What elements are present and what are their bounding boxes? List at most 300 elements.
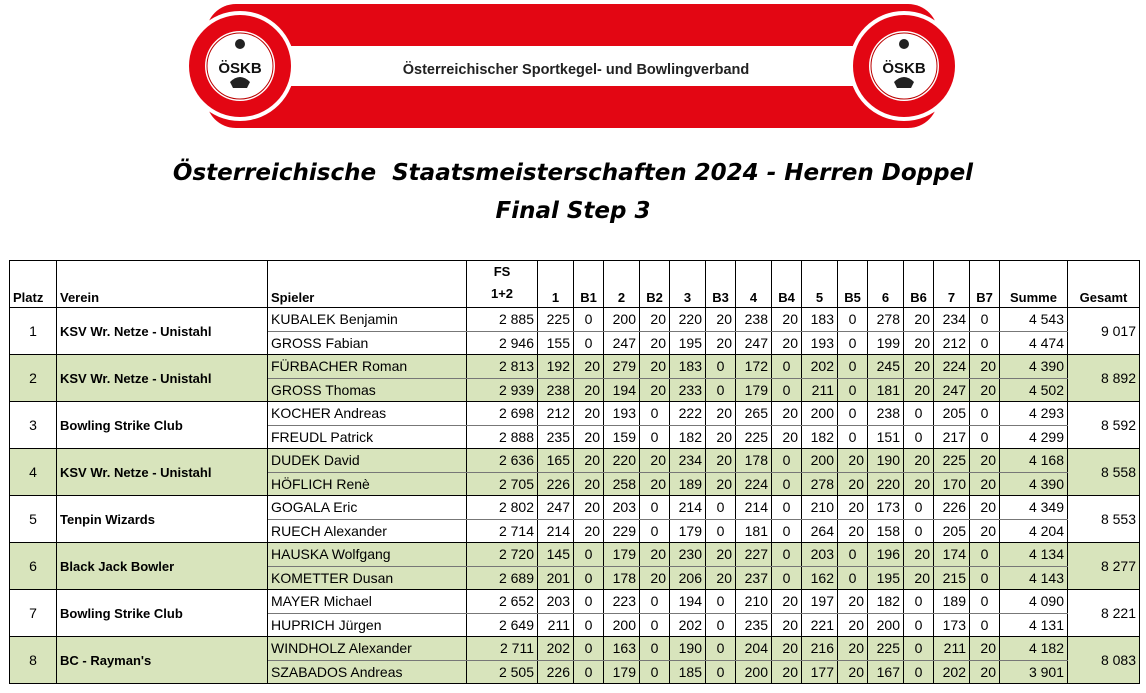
game-cell-g6: 278 <box>868 308 904 332</box>
bonus-cell-b4: 20 <box>772 660 802 684</box>
bonus-cell-b6: 20 <box>904 308 934 332</box>
gesamt-cell: 8 558 <box>1068 449 1140 496</box>
bonus-cell-b6: 20 <box>904 331 934 355</box>
game-cell-g2: 279 <box>604 355 640 379</box>
bonus-cell-b5: 0 <box>838 402 868 426</box>
bonus-cell-b1: 0 <box>574 331 604 355</box>
table-row <box>10 308 1140 332</box>
col-header-b1: B1 <box>574 261 604 308</box>
game-cell-g7: 225 <box>934 449 970 473</box>
game-cell-g4: 178 <box>736 449 772 473</box>
game-cell-g5: 202 <box>802 355 838 379</box>
fs-cell: 2 652 <box>467 590 538 614</box>
game-cell-g4: 247 <box>736 331 772 355</box>
summe-cell: 4 502 <box>1000 378 1068 402</box>
bonus-cell-b2: 20 <box>640 449 670 473</box>
bonus-cell-b3: 20 <box>706 402 736 426</box>
game-cell-g1: 192 <box>538 355 574 379</box>
player-name-cell: FÜRBACHER Roman <box>268 355 467 379</box>
bonus-cell-b4: 0 <box>772 378 802 402</box>
bonus-cell-b4: 0 <box>772 496 802 520</box>
col-header-b3: B3 <box>706 261 736 308</box>
bonus-cell-b7: 20 <box>970 355 1000 379</box>
game-cell-g3: 182 <box>670 425 706 449</box>
game-cell-g7: 170 <box>934 472 970 496</box>
game-cell-g2: 163 <box>604 637 640 661</box>
bonus-cell-b1: 20 <box>574 402 604 426</box>
bonus-cell-b5: 20 <box>838 590 868 614</box>
bonus-cell-b7: 20 <box>970 519 1000 543</box>
game-cell-g1: 226 <box>538 472 574 496</box>
bonus-cell-b7: 20 <box>970 496 1000 520</box>
col-header-b6: B6 <box>904 261 934 308</box>
club-cell: BC - Rayman's <box>57 637 268 684</box>
bonus-cell-b1: 0 <box>574 613 604 637</box>
bonus-cell-b2: 20 <box>640 308 670 332</box>
bonus-cell-b2: 20 <box>640 378 670 402</box>
table-row <box>10 496 1140 520</box>
player-name-cell: RUECH Alexander <box>268 519 467 543</box>
bonus-cell-b1: 20 <box>574 449 604 473</box>
bonus-cell-b3: 0 <box>706 355 736 379</box>
game-cell-g7: 226 <box>934 496 970 520</box>
fs-cell: 2 698 <box>467 402 538 426</box>
col-header-g6: 6 <box>868 261 904 308</box>
col-header-b7: B7 <box>970 261 1000 308</box>
fs-cell: 2 802 <box>467 496 538 520</box>
game-cell-g4: 214 <box>736 496 772 520</box>
bonus-cell-b3: 20 <box>706 331 736 355</box>
game-cell-g7: 174 <box>934 543 970 567</box>
bonus-cell-b4: 20 <box>772 637 802 661</box>
game-cell-g1: 165 <box>538 449 574 473</box>
table-row <box>10 543 1140 567</box>
game-cell-g4: 265 <box>736 402 772 426</box>
page-title: Österreichische Staatsmeisterschaften 2024 - Herren Doppel <box>172 160 974 186</box>
bonus-cell-b7: 0 <box>970 308 1000 332</box>
game-cell-g3: 222 <box>670 402 706 426</box>
bonus-cell-b4: 0 <box>772 472 802 496</box>
game-cell-g4: 204 <box>736 637 772 661</box>
game-cell-g6: 151 <box>868 425 904 449</box>
summe-cell: 4 390 <box>1000 472 1068 496</box>
game-cell-g7: 202 <box>934 660 970 684</box>
col-header-b5: B5 <box>838 261 868 308</box>
rank-cell: 2 <box>10 355 57 402</box>
player-name-cell: GROSS Fabian <box>268 331 467 355</box>
bonus-cell-b1: 20 <box>574 472 604 496</box>
game-cell-g3: 220 <box>670 308 706 332</box>
club-cell: Tenpin Wizards <box>57 496 268 543</box>
bonus-cell-b1: 20 <box>574 425 604 449</box>
game-cell-g2: 179 <box>604 660 640 684</box>
results-body <box>10 308 1140 684</box>
oeskb-logo-text-left: ÖSKB <box>218 60 262 77</box>
game-cell-g4: 225 <box>736 425 772 449</box>
bonus-cell-b4: 0 <box>772 355 802 379</box>
col-header-g4: 4 <box>736 261 772 308</box>
bonus-cell-b7: 0 <box>970 331 1000 355</box>
game-cell-g6: 225 <box>868 637 904 661</box>
player-name-cell: GOGALA Eric <box>268 496 467 520</box>
bonus-cell-b4: 0 <box>772 449 802 473</box>
header-row <box>10 261 1140 308</box>
game-cell-g5: 203 <box>802 543 838 567</box>
game-cell-g2: 178 <box>604 566 640 590</box>
summe-cell: 4 143 <box>1000 566 1068 590</box>
game-cell-g1: 203 <box>538 590 574 614</box>
oeskb-logo-left <box>184 10 296 122</box>
summe-cell: 4 182 <box>1000 637 1068 661</box>
bonus-cell-b3: 0 <box>706 496 736 520</box>
bonus-cell-b1: 0 <box>574 637 604 661</box>
rank-cell: 8 <box>10 637 57 684</box>
bonus-cell-b6: 0 <box>904 425 934 449</box>
bonus-cell-b5: 0 <box>838 308 868 332</box>
bonus-cell-b3: 20 <box>706 543 736 567</box>
bonus-cell-b6: 20 <box>904 472 934 496</box>
bonus-cell-b7: 20 <box>970 660 1000 684</box>
player-name-cell: HUPRICH Jürgen <box>268 613 467 637</box>
col-header-platz: Platz <box>10 261 57 308</box>
bonus-cell-b3: 20 <box>706 449 736 473</box>
bonus-cell-b1: 0 <box>574 308 604 332</box>
bonus-cell-b6: 20 <box>904 566 934 590</box>
game-cell-g3: 190 <box>670 637 706 661</box>
bonus-cell-b5: 20 <box>838 660 868 684</box>
game-cell-g5: 264 <box>802 519 838 543</box>
bonus-cell-b7: 20 <box>970 637 1000 661</box>
bonus-cell-b5: 0 <box>838 331 868 355</box>
bonus-cell-b4: 20 <box>772 331 802 355</box>
game-cell-g3: 233 <box>670 378 706 402</box>
game-cell-g4: 172 <box>736 355 772 379</box>
results-table <box>9 260 1140 684</box>
game-cell-g2: 220 <box>604 449 640 473</box>
col-header-g1: 1 <box>538 261 574 308</box>
bonus-cell-b7: 0 <box>970 613 1000 637</box>
game-cell-g6: 158 <box>868 519 904 543</box>
col-header-fs <box>467 261 538 308</box>
game-cell-g2: 200 <box>604 308 640 332</box>
col-header-g5: 5 <box>802 261 838 308</box>
bonus-cell-b6: 20 <box>904 449 934 473</box>
federation-banner <box>178 4 966 128</box>
game-cell-g5: 216 <box>802 637 838 661</box>
player-name-cell: KOCHER Andreas <box>268 402 467 426</box>
game-cell-g7: 189 <box>934 590 970 614</box>
game-cell-g6: 195 <box>868 566 904 590</box>
game-cell-g1: 235 <box>538 425 574 449</box>
game-cell-g2: 247 <box>604 331 640 355</box>
game-cell-g5: 211 <box>802 378 838 402</box>
col-header-verein: Verein <box>57 261 268 308</box>
game-cell-g7: 247 <box>934 378 970 402</box>
bonus-cell-b1: 0 <box>574 566 604 590</box>
bonus-cell-b6: 20 <box>904 543 934 567</box>
game-cell-g7: 224 <box>934 355 970 379</box>
game-cell-g3: 234 <box>670 449 706 473</box>
game-cell-g5: 200 <box>802 449 838 473</box>
game-cell-g1: 212 <box>538 402 574 426</box>
fs-cell: 2 714 <box>467 519 538 543</box>
game-cell-g4: 181 <box>736 519 772 543</box>
game-cell-g1: 155 <box>538 331 574 355</box>
game-cell-g4: 200 <box>736 660 772 684</box>
game-cell-g6: 199 <box>868 331 904 355</box>
bonus-cell-b2: 20 <box>640 331 670 355</box>
fs-cell: 2 505 <box>467 660 538 684</box>
player-name-cell: DUDEK David <box>268 449 467 473</box>
col-header-summe: Summe <box>1000 261 1068 308</box>
player-name-cell: WINDHOLZ Alexander <box>268 637 467 661</box>
bonus-cell-b3: 0 <box>706 378 736 402</box>
bonus-cell-b2: 20 <box>640 566 670 590</box>
game-cell-g5: 162 <box>802 566 838 590</box>
bonus-cell-b7: 20 <box>970 449 1000 473</box>
game-cell-g6: 220 <box>868 472 904 496</box>
bonus-cell-b7: 0 <box>970 590 1000 614</box>
gesamt-cell: 8 083 <box>1068 637 1140 684</box>
game-cell-g5: 182 <box>802 425 838 449</box>
game-cell-g3: 179 <box>670 519 706 543</box>
game-cell-g4: 210 <box>736 590 772 614</box>
game-cell-g2: 179 <box>604 543 640 567</box>
game-cell-g2: 193 <box>604 402 640 426</box>
bonus-cell-b2: 0 <box>640 660 670 684</box>
federation-name: Österreichischer Sportkegel- und Bowlingverband <box>402 62 750 78</box>
bonus-cell-b7: 0 <box>970 566 1000 590</box>
bonus-cell-b1: 20 <box>574 496 604 520</box>
bonus-cell-b5: 0 <box>838 543 868 567</box>
bonus-cell-b7: 0 <box>970 543 1000 567</box>
bonus-cell-b5: 0 <box>838 425 868 449</box>
player-name-cell: KUBALEK Benjamin <box>268 308 467 332</box>
rank-cell: 4 <box>10 449 57 496</box>
bonus-cell-b3: 20 <box>706 425 736 449</box>
bonus-cell-b3: 0 <box>706 637 736 661</box>
game-cell-g4: 237 <box>736 566 772 590</box>
col-header-b2: B2 <box>640 261 670 308</box>
summe-cell: 3 901 <box>1000 660 1068 684</box>
game-cell-g5: 177 <box>802 660 838 684</box>
summe-cell: 4 474 <box>1000 331 1068 355</box>
bonus-cell-b5: 20 <box>838 613 868 637</box>
gesamt-cell: 8 592 <box>1068 402 1140 449</box>
bonus-cell-b1: 20 <box>574 519 604 543</box>
bonus-cell-b2: 20 <box>640 543 670 567</box>
bonus-cell-b3: 0 <box>706 519 736 543</box>
game-cell-g1: 238 <box>538 378 574 402</box>
bonus-cell-b2: 20 <box>640 472 670 496</box>
game-cell-g3: 195 <box>670 331 706 355</box>
game-cell-g5: 200 <box>802 402 838 426</box>
game-cell-g6: 200 <box>868 613 904 637</box>
table-row <box>10 449 1140 473</box>
game-cell-g5: 183 <box>802 308 838 332</box>
game-cell-g7: 211 <box>934 637 970 661</box>
rank-cell: 6 <box>10 543 57 590</box>
summe-cell: 4 349 <box>1000 496 1068 520</box>
game-cell-g3: 202 <box>670 613 706 637</box>
game-cell-g7: 217 <box>934 425 970 449</box>
game-cell-g5: 210 <box>802 496 838 520</box>
summe-cell: 4 090 <box>1000 590 1068 614</box>
gesamt-cell: 8 277 <box>1068 543 1140 590</box>
summe-cell: 4 390 <box>1000 355 1068 379</box>
game-cell-g2: 159 <box>604 425 640 449</box>
rank-cell: 1 <box>10 308 57 355</box>
bonus-cell-b6: 0 <box>904 519 934 543</box>
bonus-cell-b4: 20 <box>772 425 802 449</box>
bonus-cell-b4: 0 <box>772 566 802 590</box>
bonus-cell-b2: 0 <box>640 519 670 543</box>
game-cell-g7: 173 <box>934 613 970 637</box>
game-cell-g4: 179 <box>736 378 772 402</box>
summe-cell: 4 168 <box>1000 449 1068 473</box>
game-cell-g1: 214 <box>538 519 574 543</box>
bonus-cell-b4: 20 <box>772 308 802 332</box>
bonus-cell-b5: 20 <box>838 496 868 520</box>
bonus-cell-b5: 20 <box>838 449 868 473</box>
bonus-cell-b1: 0 <box>574 660 604 684</box>
club-cell: KSV Wr. Netze - Unistahl <box>57 355 268 402</box>
gesamt-cell: 8 892 <box>1068 355 1140 402</box>
game-cell-g6: 182 <box>868 590 904 614</box>
game-cell-g1: 202 <box>538 637 574 661</box>
game-cell-g6: 181 <box>868 378 904 402</box>
bonus-cell-b1: 20 <box>574 355 604 379</box>
game-cell-g6: 173 <box>868 496 904 520</box>
bonus-cell-b3: 20 <box>706 308 736 332</box>
game-cell-g1: 211 <box>538 613 574 637</box>
col-header-g2: 2 <box>604 261 640 308</box>
club-cell: Bowling Strike Club <box>57 402 268 449</box>
game-cell-g3: 189 <box>670 472 706 496</box>
bonus-cell-b6: 0 <box>904 613 934 637</box>
game-cell-g5: 221 <box>802 613 838 637</box>
fs-cell: 2 946 <box>467 331 538 355</box>
bonus-cell-b5: 20 <box>838 519 868 543</box>
bonus-cell-b7: 20 <box>970 378 1000 402</box>
bonus-cell-b2: 0 <box>640 496 670 520</box>
game-cell-g5: 197 <box>802 590 838 614</box>
bonus-cell-b6: 0 <box>904 496 934 520</box>
game-cell-g1: 145 <box>538 543 574 567</box>
bonus-cell-b1: 20 <box>574 378 604 402</box>
bonus-cell-b1: 0 <box>574 590 604 614</box>
gesamt-cell: 8 221 <box>1068 590 1140 637</box>
game-cell-g5: 278 <box>802 472 838 496</box>
player-name-cell: GROSS Thomas <box>268 378 467 402</box>
bonus-cell-b6: 0 <box>904 660 934 684</box>
game-cell-g1: 247 <box>538 496 574 520</box>
game-cell-g3: 214 <box>670 496 706 520</box>
player-name-cell: HÖFLICH Renè <box>268 472 467 496</box>
fs-cell: 2 689 <box>467 566 538 590</box>
fs-cell: 2 939 <box>467 378 538 402</box>
oeskb-logo-text-right: ÖSKB <box>882 60 926 77</box>
bonus-cell-b2: 0 <box>640 590 670 614</box>
fs-cell: 2 711 <box>467 637 538 661</box>
table-row <box>10 402 1140 426</box>
bonus-cell-b6: 20 <box>904 378 934 402</box>
fs-cell: 2 636 <box>467 449 538 473</box>
bonus-cell-b5: 0 <box>838 378 868 402</box>
game-cell-g4: 224 <box>736 472 772 496</box>
bonus-cell-b4: 20 <box>772 402 802 426</box>
game-cell-g4: 227 <box>736 543 772 567</box>
game-cell-g3: 230 <box>670 543 706 567</box>
table-row <box>10 355 1140 379</box>
rank-cell: 3 <box>10 402 57 449</box>
game-cell-g6: 238 <box>868 402 904 426</box>
oeskb-logo-right <box>848 10 960 122</box>
fs-cell: 2 649 <box>467 613 538 637</box>
game-cell-g3: 183 <box>670 355 706 379</box>
col-header-gesamt: Gesamt <box>1068 261 1140 308</box>
bonus-cell-b7: 0 <box>970 402 1000 426</box>
player-name-cell: MAYER Michael <box>268 590 467 614</box>
fs-cell: 2 705 <box>467 472 538 496</box>
gesamt-cell: 8 553 <box>1068 496 1140 543</box>
game-cell-g2: 223 <box>604 590 640 614</box>
player-name-cell: SZABADOS Andreas <box>268 660 467 684</box>
col-header-spieler: Spieler <box>268 261 467 308</box>
game-cell-g6: 196 <box>868 543 904 567</box>
bonus-cell-b4: 20 <box>772 590 802 614</box>
game-cell-g1: 201 <box>538 566 574 590</box>
game-cell-g2: 258 <box>604 472 640 496</box>
bonus-cell-b3: 0 <box>706 660 736 684</box>
fs-cell: 2 720 <box>467 543 538 567</box>
bonus-cell-b6: 0 <box>904 637 934 661</box>
game-cell-g7: 205 <box>934 402 970 426</box>
game-cell-g7: 205 <box>934 519 970 543</box>
game-cell-g5: 193 <box>802 331 838 355</box>
game-cell-g3: 206 <box>670 566 706 590</box>
game-cell-g1: 225 <box>538 308 574 332</box>
club-cell: KSV Wr. Netze - Unistahl <box>57 449 268 496</box>
game-cell-g6: 167 <box>868 660 904 684</box>
game-cell-g3: 185 <box>670 660 706 684</box>
fs-cell: 2 888 <box>467 425 538 449</box>
game-cell-g7: 212 <box>934 331 970 355</box>
club-cell: Bowling Strike Club <box>57 590 268 637</box>
bonus-cell-b5: 20 <box>838 472 868 496</box>
bonus-cell-b7: 20 <box>970 472 1000 496</box>
bonus-cell-b6: 0 <box>904 402 934 426</box>
game-cell-g6: 190 <box>868 449 904 473</box>
bonus-cell-b4: 0 <box>772 519 802 543</box>
club-cell: KSV Wr. Netze - Unistahl <box>57 308 268 355</box>
game-cell-g7: 215 <box>934 566 970 590</box>
club-cell: Black Jack Bowler <box>57 543 268 590</box>
game-cell-g2: 200 <box>604 613 640 637</box>
bonus-cell-b6: 0 <box>904 590 934 614</box>
summe-cell: 4 131 <box>1000 613 1068 637</box>
summe-cell: 4 204 <box>1000 519 1068 543</box>
player-name-cell: FREUDL Patrick <box>268 425 467 449</box>
summe-cell: 4 293 <box>1000 402 1068 426</box>
game-cell-g1: 226 <box>538 660 574 684</box>
bonus-cell-b2: 0 <box>640 425 670 449</box>
bonus-cell-b5: 0 <box>838 355 868 379</box>
fs-cell: 2 885 <box>467 308 538 332</box>
col-header-g7: 7 <box>934 261 970 308</box>
game-cell-g6: 245 <box>868 355 904 379</box>
rank-cell: 7 <box>10 590 57 637</box>
